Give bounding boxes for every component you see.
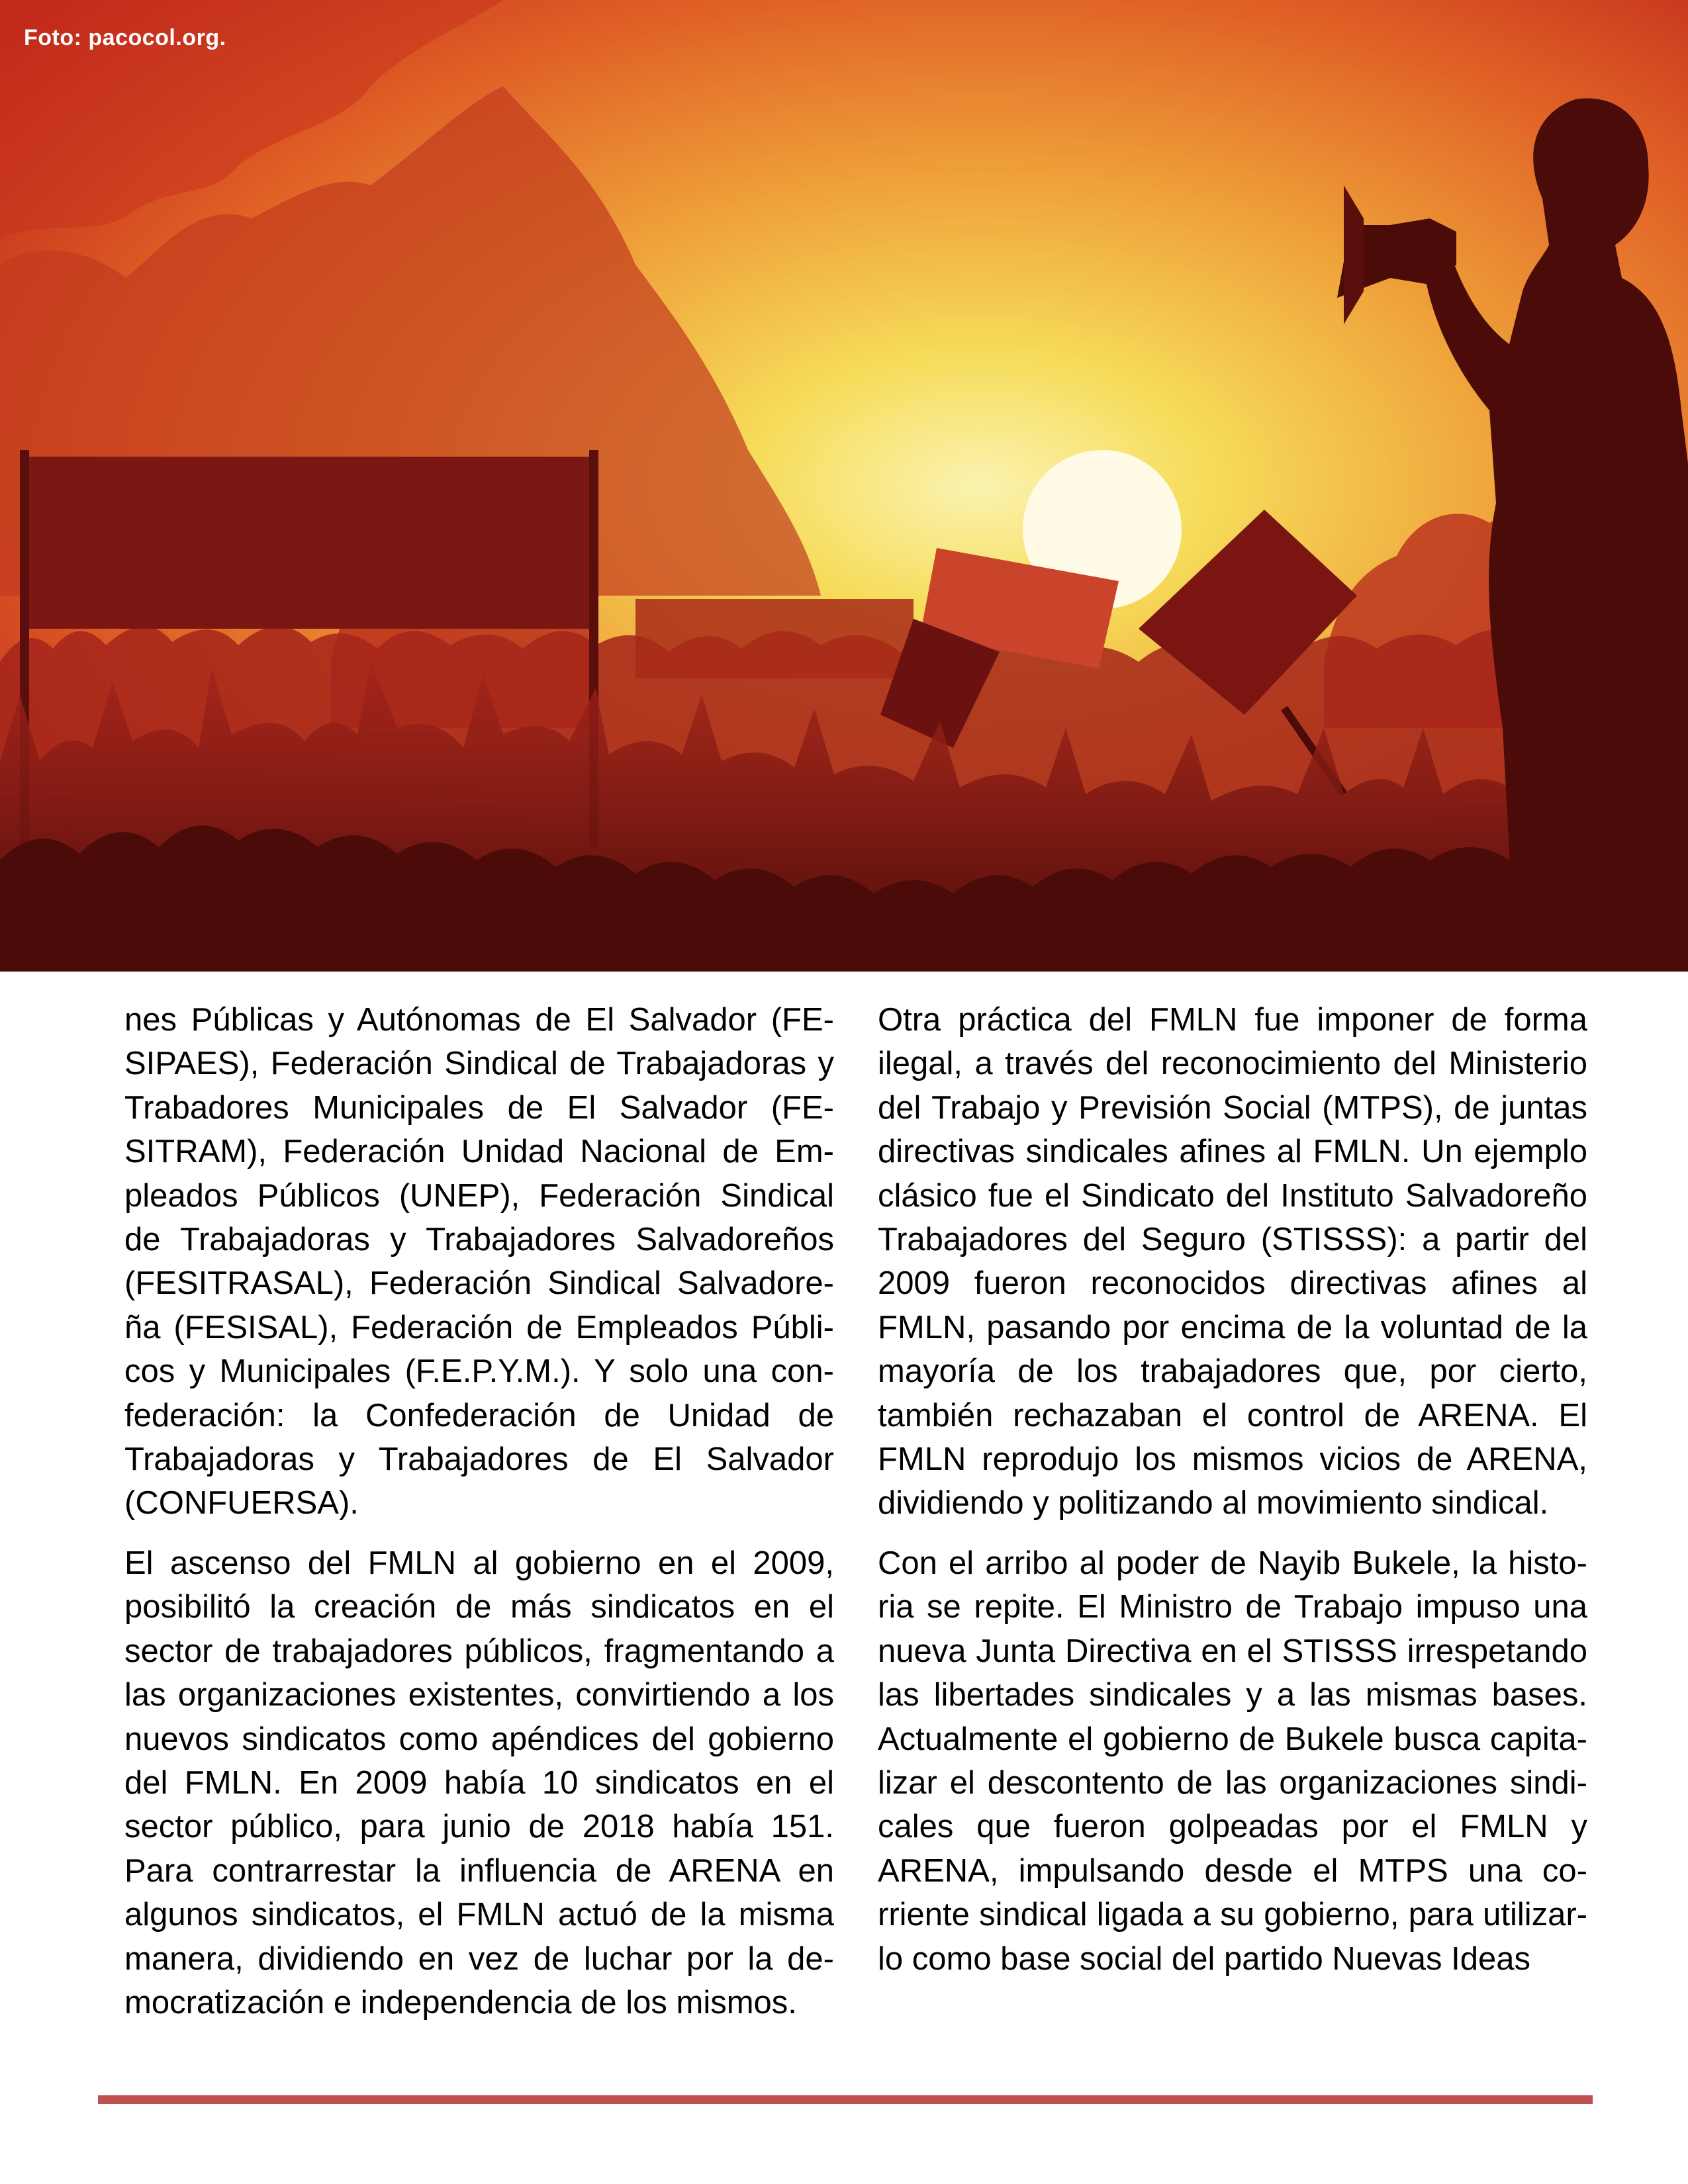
paragraph-ascenso-fmln: El ascenso del FMLN al gobierno en el 2009, posibilitó la creación de más sindicatos en el sector de trabajadores públicos, fragmentando a las organizaciones existentes, convirtiendo a los nuevos sindicatos como apéndices del gobierno del FMLN. En 2009 había 10 sindicatos en el sector público, para junio de 2018 había 151. Para contrarrestar la influencia de ARENA en algunos sindicatos, el FMLN actuó de la misma manera, dividiendo en vez de luchar por la democratización e independencia de los mismos. (124, 1545, 834, 2021)
photo-credit: Foto: pacocol.org. (24, 25, 226, 50)
protest-banner-mid (635, 599, 914, 678)
protest-illustration (0, 0, 1688, 972)
article-column-right (878, 998, 1587, 1997)
paragraph-otra-practica: Otra práctica del FMLN fue imponer de forma ilegal, a través del reconocimiento del Ministerio del Trabajo y Previsión Social (MTPS), de juntas directivas sindicales afines al FMLN. Un ejemplo clásico fue el Sindicato del Instituto Salvadoreño Trabajadores del Seguro (STISSS): a partir del 2009 fueron reconocidos directivas afines al FMLN, pasando por encima de la voluntad de la mayoría de los trabajadores que, por cierto, también rechazaban el control de ARENA. El FMLN reprodujo los mismos vicios de ARENA, dividiendo y politizando al movimiento sindical. (878, 1002, 1587, 1522)
footer-rule (98, 2095, 1593, 2104)
protest-banner-left (28, 457, 590, 629)
hero-photo (0, 0, 1688, 972)
paragraph-bukele: Con el arribo al poder de Nayib Bukele, la historia se repite. El Ministro de Trabajo impuso una nueva Junta Directiva en el STISSS irrespetando las libertades sindicales y a las mismas bases. Actualmente el gobierno de Bukele busca capitalizar el descontento de las organizaciones sindicales que fueron golpeadas por el FMLN y ARENA, impulsando desde el MTPS una corriente sindical ligada a su gobierno, para utilizarlo como base social del partido Nuevas Ideas (878, 1545, 1587, 1977)
paragraph-federaciones: nes Públicas y Autónomas de El Salvador (FESIPAES), Federación Sindical de Trabajadoras y Trabadores Municipales de El Salvador (FESITRAM), Federación Unidad Nacional de Empleados Públicos (UNEP), Federación Sindical de Trabajadoras y Trabajadores Salvadoreños (FESITRASAL), Federación Sindical Salvadoreña (FESISAL), Federación de Empleados Públicos y Municipales (F.E.P.Y.M.). Y solo una confederación: la Confederación de Unidad de Trabajadoras y Trabajadores de El Salvador (CONFUERSA). (124, 1002, 834, 1522)
article-column-left (124, 998, 834, 2040)
